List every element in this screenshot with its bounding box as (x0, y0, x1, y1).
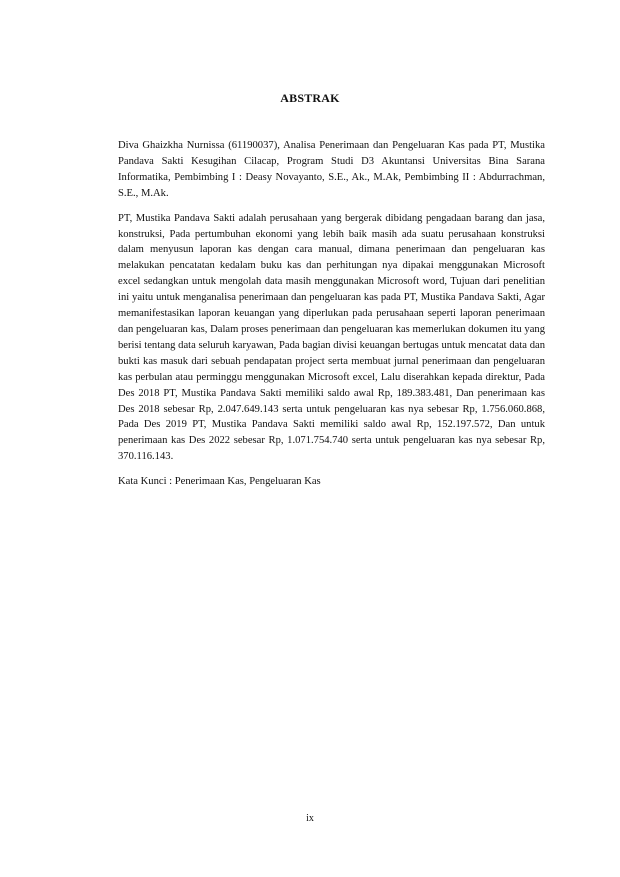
abstract-content (118, 138, 545, 499)
keywords-line: Kata Kunci : Penerimaan Kas, Pengeluaran Kas (118, 476, 321, 488)
citation-paragraph: Diva Ghaizkha Nurnissa (61190037), Analisa Penerimaan dan Pengeluaran Kas pada PT, Mustika Pandava Sakti Kesugihan Cilacap, Program Studi D3 Akuntansi Universitas Bina Sarana Informatika, Pembimbing I : Deasy Novayanto, S.E., Ak., M.Ak, Pembimbing II : Abdurrachman, S.E., M.Ak. (118, 140, 545, 199)
page-number: ix (306, 813, 314, 824)
page-title: ABSTRAK (280, 91, 340, 105)
abstract-body-paragraph: PT, Mustika Pandava Sakti adalah perusahaan yang bergerak dibidang pengadaan barang dan jasa, konstruksi, Pada pertumbuhan ekonomi yang lebih baik masih ada suatu perusahaan konstruksi dalam menyusun laporan kas dengan cara manual, dimana penerimaan dan pengeluaran kas melakukan pencatatan kedalam buku kas dan perhitungan nya dipakai menggunakan Microsoft excel sedangkan untuk mengolah data masih menggunakan Microsoft word, Tujuan dari penelitian ini yaitu untuk menganalisa penerimaan dan pengeluaran kas pada PT, Mustika Pandava Sakti, Agar memanifestasikan laporan keuangan yang diperlukan pada perusahaan seperti laporan penerimaan dan pengeluaran kas, Dalam proses penerimaan dan pengeluaran kas memerlukan dokumen itu yang berisi tentang data seluruh karyawan, Pada bagian divisi keuangan bertugas untuk mencatat data dan bukti kas masuk dari sebuah pendapatan project serta membuat jurnal penerimaan dan pengeluaran kas perbulan atau perminggu menggunakan Microsoft excel, Lalu diserahkan kepada direktur, Pada Des 2018 PT, Mustika Pandava Sakti memiliki saldo awal Rp, 189.383.481, Dan penerimaan kas Des 2018 sebesar Rp, 2.047.649.143 serta untuk pengeluaran kas nya sebesar Rp, 1.756.060.868, Pada Des 2019 PT, Mustika Pandava Sakti memiliki saldo awal Rp, 152.197.572, Dan untuk penerimaan kas Des 2022 sebesar Rp, 1.071.754.740 serta untuk pengeluaran kas nya sebesar Rp, 370.116.143. (118, 212, 545, 463)
